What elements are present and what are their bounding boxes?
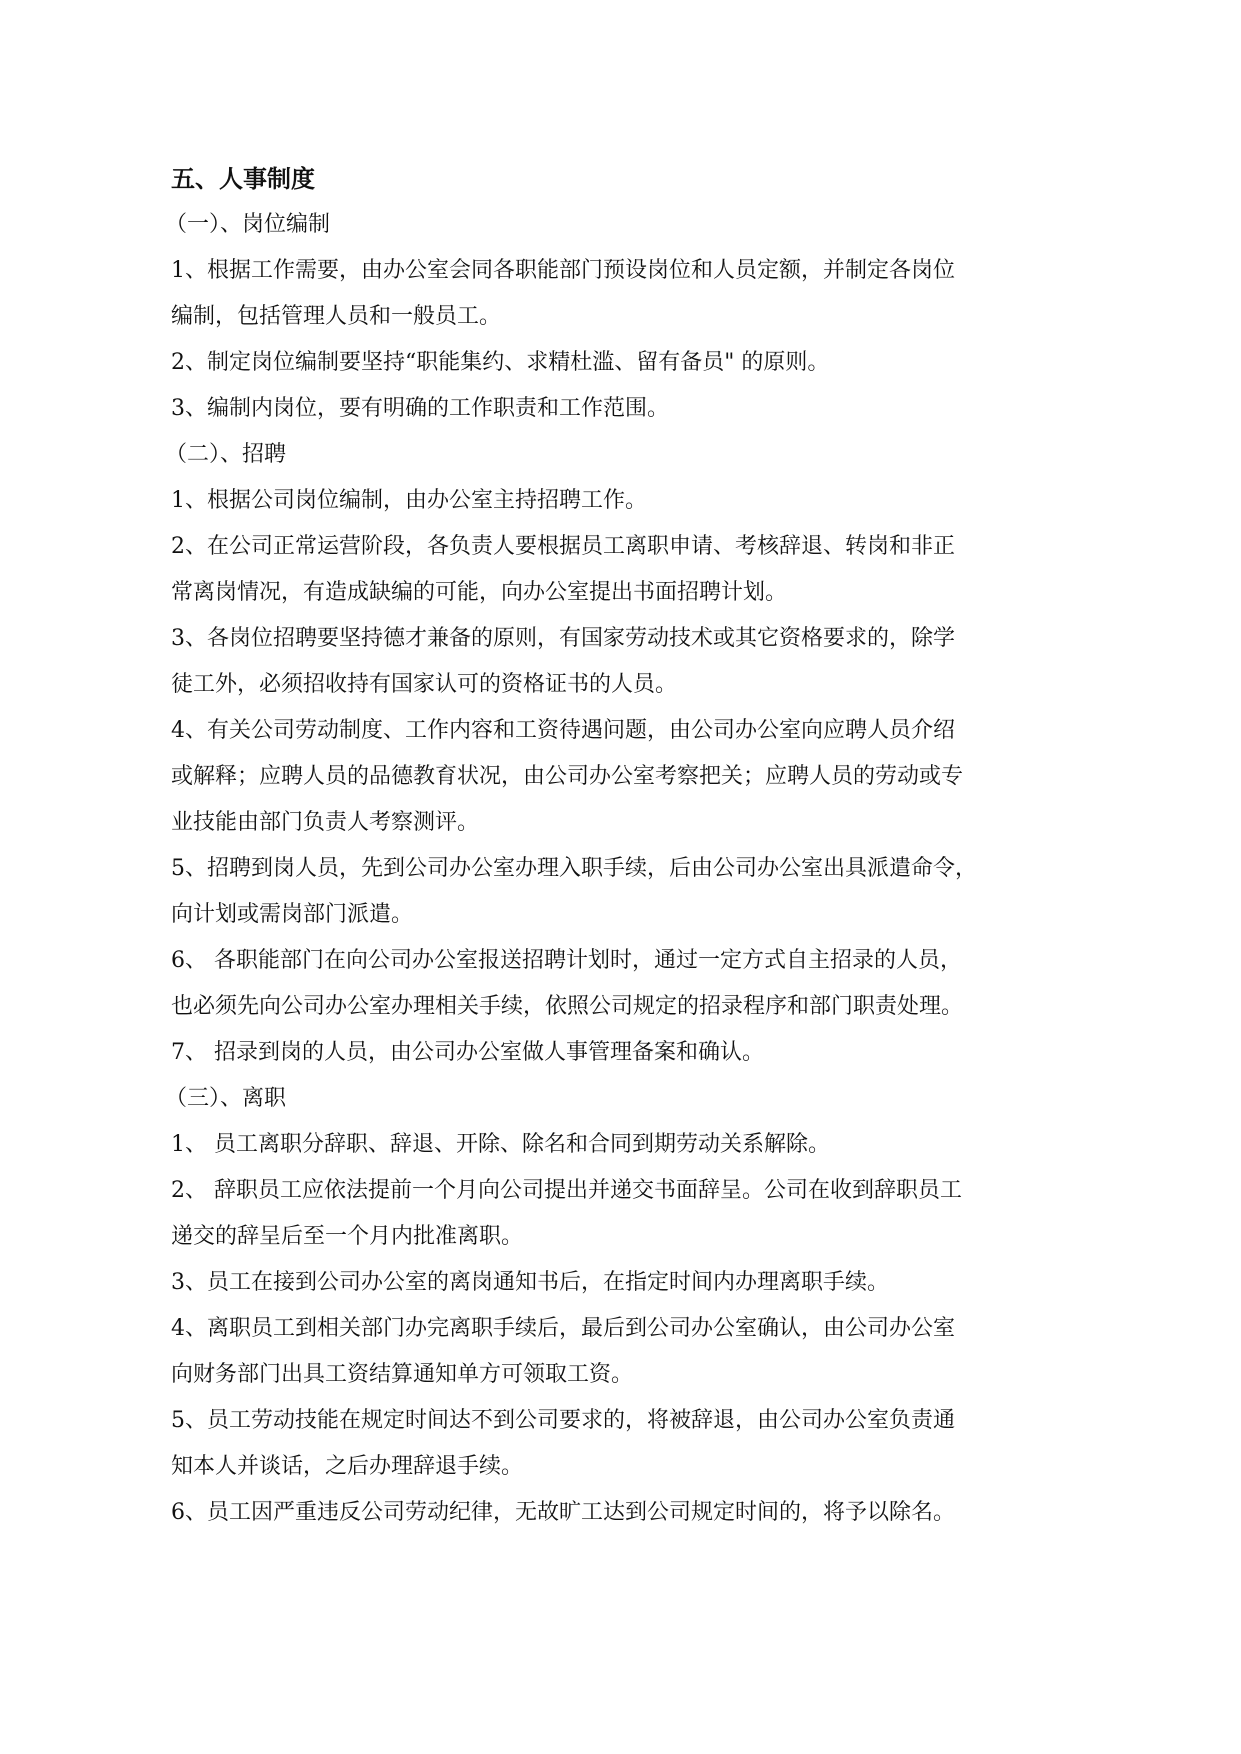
paragraph-line: 2、在公司正常运营阶段，各负责人要根据员工离职申请、考核辞退、转岗和非正 [171,534,955,559]
paragraph-line: 3、员工在接到公司办公室的离岗通知书后，在指定时间内办理离职手续。 [171,1270,889,1295]
section-title: 五、人事制度 [171,164,315,193]
subsection-heading-posts: （一）、岗位编制 [165,212,331,237]
paragraph-line: 编制，包括管理人员和一般员工。 [171,304,502,329]
paragraph-line: 徒工外，必须招收持有国家认可的资格证书的人员。 [171,672,678,697]
paragraph-line: 3、编制内岗位，要有明确的工作职责和工作范围。 [171,396,669,421]
paragraph-line: 1、 员工离职分辞职、辞退、开除、除名和合同到期劳动关系解除。 [171,1132,830,1157]
paragraph-line: 5、员工劳动技能在规定时间达不到公司要求的，将被辞退，由公司办公室负责通 [171,1408,955,1433]
paragraph-line: 递交的辞呈后至一个月内批准离职。 [171,1224,524,1249]
paragraph-line: 2、 辞职员工应依法提前一个月向公司提出并递交书面辞呈。公司在收到辞职员工 [171,1178,962,1203]
subsection-heading-recruitment: （二）、招聘 [165,442,287,467]
paragraph-line: 6、 各职能部门在向公司办公室报送招聘计划时，通过一定方式自主招录的人员， [171,948,962,973]
paragraph-line: 4、离职员工到相关部门办完离职手续后，最后到公司办公室确认，由公司办公室 [171,1316,955,1341]
paragraph-line: 5、招聘到岗人员，先到公司办公室办理入职手续，后由公司办公室出具派遣命令， [171,856,977,881]
paragraph-line: 向财务部门出具工资结算通知单方可领取工资。 [171,1362,634,1387]
paragraph-line: 3、各岗位招聘要坚持德才兼备的原则，有国家劳动技术或其它资格要求的，除学 [171,626,955,651]
subsection-heading-resignation: （三）、离职 [165,1086,287,1111]
paragraph-line: 1、根据工作需要，由办公室会同各职能部门预设岗位和人员定额，并制定各岗位 [171,258,955,283]
paragraph-line: 向计划或需岗部门派遣。 [171,902,414,927]
paragraph-line: 6、员工因严重违反公司劳动纪律，无故旷工达到公司规定时间的，将予以除名。 [171,1500,955,1525]
paragraph-line: 1、根据公司岗位编制，由办公室主持招聘工作。 [171,488,647,513]
paragraph-line: 4、有关公司劳动制度、工作内容和工资待遇问题，由公司办公室向应聘人员介绍 [171,718,955,743]
paragraph-line: 业技能由部门负责人考察测评。 [171,810,480,835]
paragraph-line: 7、 招录到岗的人员，由公司办公室做人事管理备案和确认。 [171,1040,764,1065]
paragraph-line: 也必须先向公司办公室办理相关手续，依照公司规定的招录程序和部门职责处理。 [171,994,964,1019]
paragraph-line: 2、制定岗位编制要坚持“职能集约、求精杜滥、留有备员" 的原则。 [171,350,830,375]
document-body [165,156,1071,1536]
paragraph-line: 常离岗情况，有造成缺编的可能，向办公室提出书面招聘计划。 [171,580,788,605]
paragraph-line: 知本人并谈话，之后办理辞退手续。 [171,1454,524,1479]
paragraph-line: 或解释；应聘人员的品德教育状况，由公司办公室考察把关；应聘人员的劳动或专 [171,764,964,789]
